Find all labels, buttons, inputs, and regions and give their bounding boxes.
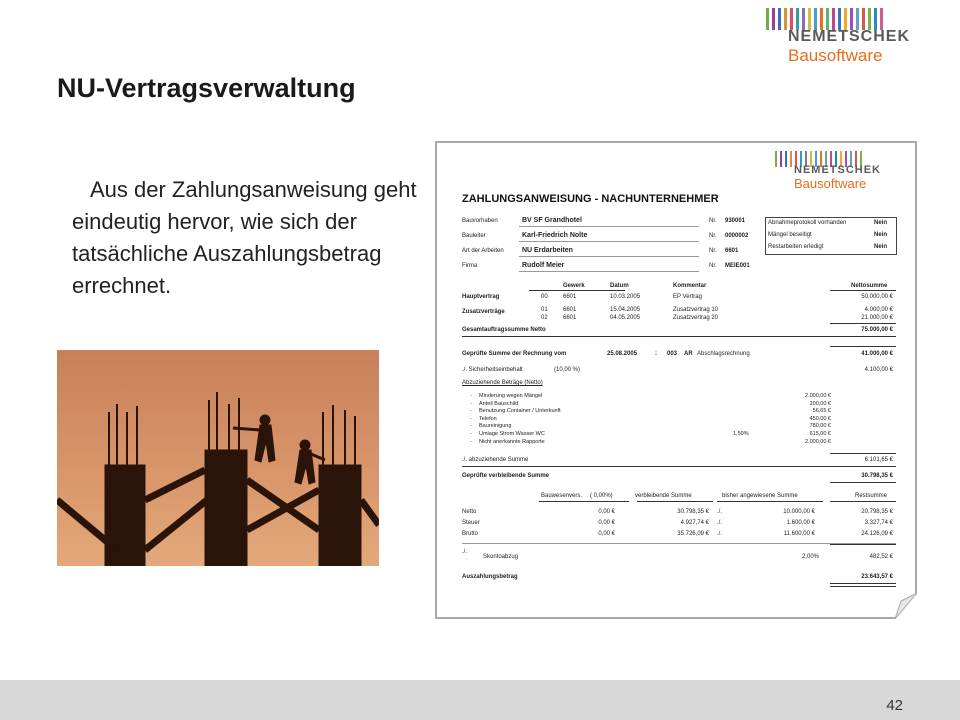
divider bbox=[830, 323, 896, 324]
abzuege-title: Abzuziehende Beträge (Netto) bbox=[462, 380, 543, 386]
logo-brand-text: NEMETSCHEK bbox=[788, 28, 911, 45]
deduction-amount: 2.000,00 € bbox=[805, 438, 831, 445]
logo-bar bbox=[868, 8, 871, 30]
info-nr-label: Nr. bbox=[709, 263, 717, 269]
info-nr-label: Nr. bbox=[709, 233, 717, 239]
deduction-text: Nicht anerkannte Rapporte bbox=[479, 438, 545, 445]
rechnung-amount: 41.000,00 € bbox=[861, 351, 893, 357]
info-label: Bauleiter bbox=[462, 233, 486, 239]
contract-amount: 50.000,00 € bbox=[861, 294, 893, 300]
auszahlung-label: Auszahlungsbetrag bbox=[462, 574, 518, 580]
logo-bar bbox=[775, 151, 777, 167]
hauptvertrag-label: Hauptvertrag bbox=[462, 294, 500, 300]
auszahlung-amount: 23.643,57 € bbox=[861, 574, 893, 580]
logo-bar bbox=[790, 8, 793, 30]
info-nr-label: Nr. bbox=[709, 248, 717, 254]
gesamt-label: Gesamtauftragssumme Netto bbox=[462, 327, 546, 333]
col-header-verbleibend: verbleibende Summe bbox=[635, 493, 692, 499]
logo-bar bbox=[784, 8, 787, 30]
abzuege-sum-label: ./. abzuziehende Summe bbox=[462, 457, 529, 463]
logo-bar bbox=[802, 8, 805, 30]
divider bbox=[519, 271, 699, 272]
logo-bar bbox=[832, 8, 835, 30]
contract-datum: 15.04.2005 bbox=[610, 307, 641, 313]
status-value: Nein bbox=[874, 244, 888, 250]
document-logo-sub: Bausoftware bbox=[794, 176, 867, 191]
col-header-gewerk: Gewerk bbox=[563, 283, 585, 289]
row-rest: 24.126,09 € bbox=[861, 531, 893, 537]
col-header-netto: Nettosumme bbox=[851, 283, 888, 289]
logo-bar bbox=[796, 8, 799, 30]
document-logo-brand: NEMETSCHEK bbox=[794, 164, 882, 176]
info-label: Bauvorhaben bbox=[462, 218, 498, 224]
logo-color-bars bbox=[766, 8, 883, 30]
row-label: Netto bbox=[462, 509, 477, 515]
row-bauwesen: 0,00 € bbox=[598, 520, 615, 526]
logo-bar bbox=[844, 8, 847, 30]
row-bauwesen: 0,00 € bbox=[598, 509, 615, 515]
col-header-bauwesen: Bauwesenvers. bbox=[541, 493, 583, 499]
contract-gewerk: 6601 bbox=[563, 307, 577, 313]
logo-bar bbox=[766, 8, 769, 30]
construction-workers-photo bbox=[57, 350, 379, 566]
abzuege-sum-amount: 6.101,65 € bbox=[864, 457, 893, 463]
rechnung-nr: 003 bbox=[667, 351, 678, 357]
row-bisher: 1.600,00 € bbox=[786, 520, 815, 526]
status-label: Abnahmeprotokoll vorhanden bbox=[768, 220, 847, 226]
row-verbleibend: 30.798,35 € bbox=[677, 509, 709, 515]
info-nr: 930001 bbox=[725, 218, 746, 224]
contract-kommentar: Zusatzvertrag 10 bbox=[673, 307, 719, 313]
logo-bar bbox=[778, 8, 781, 30]
zusatz-label: Zusatzverträge bbox=[462, 309, 505, 315]
info-label: Art der Arbeiten bbox=[462, 248, 504, 254]
col-header-kommentar: Kommentar bbox=[673, 283, 707, 289]
deduction-pct: 1,50% bbox=[733, 431, 749, 437]
logo-bar bbox=[880, 8, 883, 30]
col-header-rest: Restsumme bbox=[855, 493, 888, 499]
info-label: Firma bbox=[462, 263, 478, 269]
divider bbox=[519, 241, 699, 242]
skonto-pct: 2,00% bbox=[802, 554, 820, 560]
logo-sub-text: Bausoftware bbox=[788, 46, 883, 65]
info-value: NU Erdarbeiten bbox=[522, 247, 573, 254]
einbehalt-amount: 4.100,00 € bbox=[864, 367, 893, 373]
verbleibend-label: Geprüfte verbleibende Summe bbox=[462, 473, 550, 479]
divider bbox=[637, 501, 713, 502]
contract-amount: 21.000,00 € bbox=[861, 315, 893, 321]
nemetschek-logo bbox=[762, 8, 912, 66]
contract-nr: 02 bbox=[541, 315, 548, 321]
logo-bar bbox=[862, 8, 865, 30]
deduction-amount: 56,65 € bbox=[812, 408, 831, 415]
divider bbox=[462, 466, 896, 467]
rechnung-colon: : bbox=[655, 351, 657, 357]
row-bisher: 11.600,00 € bbox=[783, 531, 815, 537]
divider bbox=[539, 501, 629, 502]
logo-bar bbox=[814, 8, 817, 30]
gesamt-amount: 75.000,00 € bbox=[861, 327, 893, 333]
skonto-label: Skontoabzug bbox=[483, 554, 519, 560]
slide-body-text: Aus der Zahlungsanweisung geht eindeutig hervor, wie sich der tatsächliche Auszahlungsbetrag errechnet. bbox=[72, 177, 417, 298]
divider bbox=[519, 226, 699, 227]
deduction-amount: 200,00 € bbox=[809, 400, 831, 407]
list-bullet: - bbox=[470, 431, 472, 437]
row-label: Brutto bbox=[462, 531, 479, 537]
row-rest: 3.327,74 € bbox=[864, 520, 893, 526]
divider bbox=[830, 544, 896, 545]
divider bbox=[830, 482, 896, 483]
divider bbox=[830, 453, 896, 454]
row-operator: ./. bbox=[717, 520, 723, 526]
status-value: Nein bbox=[874, 220, 888, 226]
contract-nr: 01 bbox=[541, 307, 548, 313]
deduction-text: Telefon bbox=[479, 415, 497, 422]
contract-datum: 04.05.2005 bbox=[610, 315, 641, 321]
contract-amount: 4.000,00 € bbox=[864, 307, 893, 313]
contract-gewerk: 6601 bbox=[563, 294, 577, 300]
list-bullet: - bbox=[470, 393, 472, 399]
divider bbox=[830, 586, 896, 587]
logo-bar bbox=[790, 151, 792, 167]
col-header-bisher: bisher angewiesene Summe bbox=[722, 493, 798, 499]
contract-datum: 10.03.2005 bbox=[610, 294, 641, 300]
list-bullet: - bbox=[470, 415, 472, 422]
deduction-text: Minderung wegen Mängel bbox=[479, 393, 543, 399]
rechnung-datum: 25.08.2005 bbox=[607, 351, 638, 357]
deduction-amount: 780,00 € bbox=[809, 423, 831, 430]
logo-bar bbox=[874, 8, 877, 30]
deduction-text: Anteil Bauschild bbox=[479, 400, 519, 407]
deduction-amount: 615,00 € bbox=[809, 431, 831, 437]
info-value: Karl-Friedrich Nolte bbox=[522, 232, 588, 239]
row-verbleibend: 35.726,09 € bbox=[677, 531, 709, 537]
logo-bar bbox=[785, 151, 787, 167]
col-header-bauwesen-pct: ( 0,00%) bbox=[590, 493, 613, 499]
logo-bar bbox=[780, 151, 782, 167]
divider bbox=[529, 290, 625, 291]
deduction-text: Umlage Strom Wasser WC bbox=[479, 431, 545, 437]
logo-bar bbox=[820, 8, 823, 30]
payment-order-document bbox=[435, 141, 917, 619]
contract-nr: 00 bbox=[541, 294, 548, 300]
slide-title: NU-Vertragsverwaltung bbox=[57, 73, 356, 103]
skonto-amount: 482,52 € bbox=[869, 554, 893, 560]
divider bbox=[830, 583, 896, 584]
einbehalt-pct: (10,00 %) bbox=[554, 367, 581, 373]
deduction-text: Baureinigung bbox=[479, 423, 512, 430]
page-curl bbox=[895, 593, 917, 619]
row-operator: ./. bbox=[717, 509, 723, 515]
row-bauwesen: 0,00 € bbox=[598, 531, 615, 537]
logo-bar bbox=[808, 8, 811, 30]
logo-bar bbox=[826, 8, 829, 30]
list-bullet: - bbox=[470, 438, 472, 445]
rechnung-art: Abschlagsrechnung bbox=[697, 351, 750, 357]
contract-kommentar: Zusatzvertrag 20 bbox=[673, 315, 719, 321]
info-nr: 6601 bbox=[725, 248, 739, 254]
divider bbox=[830, 290, 896, 291]
divider bbox=[519, 256, 699, 257]
divider bbox=[717, 501, 823, 502]
list-bullet: - bbox=[470, 423, 472, 430]
row-operator: ./. bbox=[717, 531, 723, 537]
status-value: Nein bbox=[874, 232, 888, 238]
row-rest: 20.798,35 € bbox=[861, 509, 893, 515]
document-title: ZAHLUNGSANWEISUNG - NACHUNTERNEHMER bbox=[462, 193, 719, 205]
verbleibend-amount: 30.798,35 € bbox=[861, 473, 893, 479]
row-verbleibend: 4.927,74 € bbox=[680, 520, 709, 526]
logo-bar bbox=[838, 8, 841, 30]
skonto-op: ./. bbox=[462, 549, 468, 555]
info-value: Rudolf Meier bbox=[522, 262, 565, 269]
rechnung-label: Geprüfte Summe der Rechnung vom bbox=[462, 351, 567, 357]
logo-bar bbox=[850, 8, 853, 30]
divider bbox=[830, 501, 896, 502]
contract-kommentar: EP Vertrag bbox=[673, 294, 702, 300]
list-bullet: - bbox=[470, 408, 472, 415]
document-logo bbox=[775, 151, 915, 193]
divider bbox=[830, 346, 896, 347]
status-label: Restarbeiten erledigt bbox=[768, 244, 824, 250]
page-number: 42 bbox=[886, 697, 903, 714]
deduction-text: Benutzung Container / Unterkunft bbox=[479, 408, 561, 415]
info-value: BV SF Grandhotel bbox=[522, 217, 582, 224]
list-bullet: - bbox=[470, 400, 472, 407]
col-header-datum: Datum bbox=[610, 283, 629, 289]
rechnung-typ: AR bbox=[684, 351, 693, 357]
footer-bar bbox=[0, 680, 960, 720]
contract-gewerk: 6601 bbox=[563, 315, 577, 321]
deduction-amount: 450,00 € bbox=[809, 415, 831, 422]
deduction-amount: 2.000,00 € bbox=[805, 393, 831, 399]
info-nr: MEIE001 bbox=[725, 263, 750, 269]
logo-bar bbox=[856, 8, 859, 30]
row-label: Steuer bbox=[462, 520, 480, 526]
divider bbox=[462, 336, 896, 337]
einbehalt-label: ./. Sicherheitseinbehalt bbox=[462, 367, 523, 373]
logo-bar bbox=[772, 8, 775, 30]
info-nr-label: Nr. bbox=[709, 218, 717, 224]
row-bisher: 10.000,00 € bbox=[783, 509, 815, 515]
info-nr: 0000002 bbox=[725, 233, 749, 239]
status-label: Mängel beseitigt bbox=[768, 232, 812, 238]
